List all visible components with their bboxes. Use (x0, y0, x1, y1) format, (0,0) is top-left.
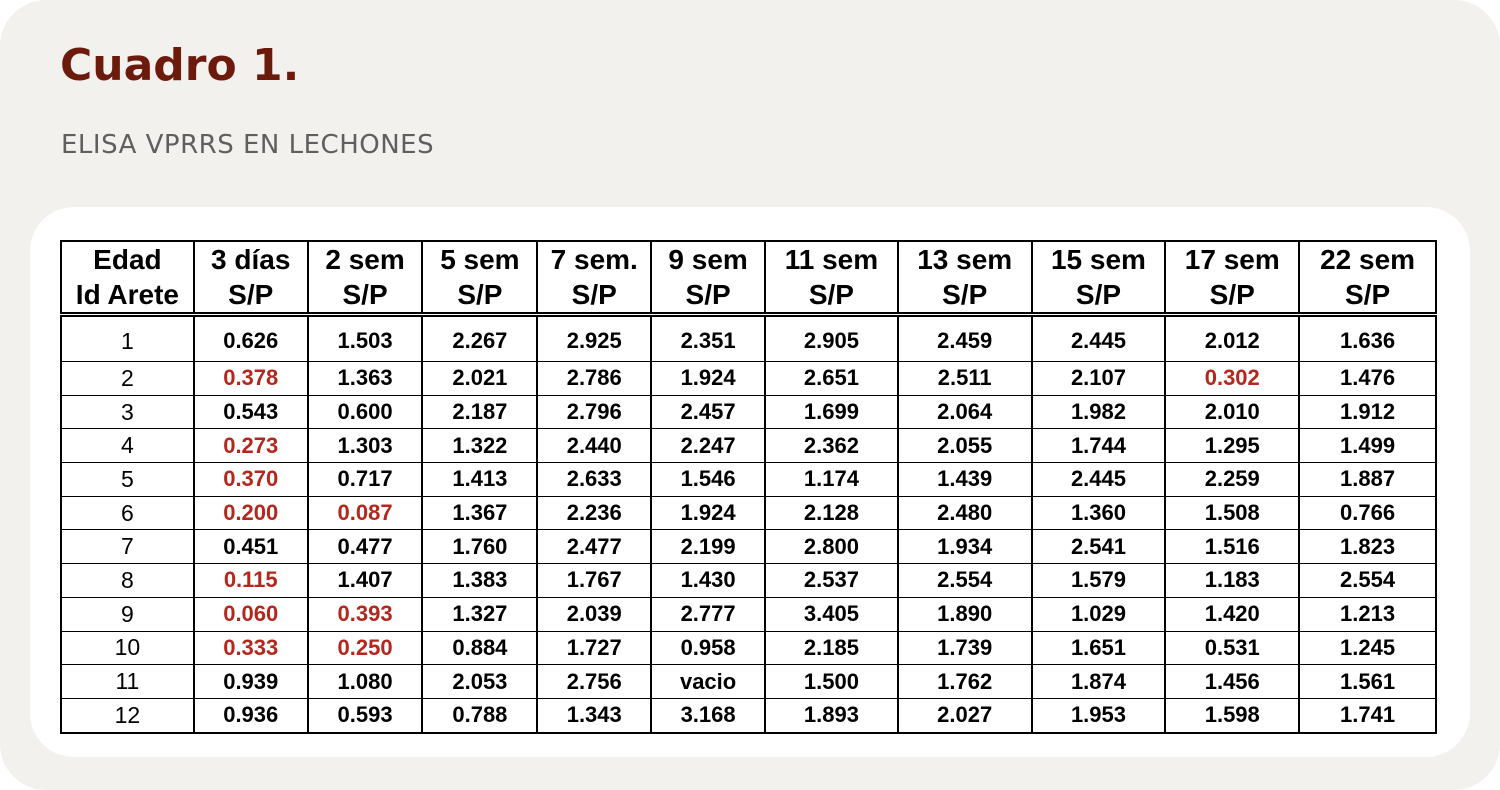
sp-value-cell: 1.546 (651, 463, 765, 497)
sp-value-cell: 3.405 (765, 597, 898, 631)
sp-value-cell: 1.295 (1165, 429, 1299, 463)
sp-value-cell: 2.445 (1032, 463, 1166, 497)
sp-value-cell: 2.440 (537, 429, 651, 463)
sp-value-cell: 1.343 (537, 698, 651, 732)
sp-value-cell: 0.939 (194, 665, 308, 699)
sp-value-cell: 1.953 (1032, 698, 1166, 732)
table-row (61, 665, 1436, 699)
sp-value-cell: 0.378 (194, 362, 308, 396)
sp-value-cell: 1.245 (1299, 631, 1436, 665)
sp-value-cell: 0.717 (308, 463, 423, 497)
sp-value-cell: 2.480 (898, 496, 1032, 530)
header-cell-id-arete: Id Arete (61, 277, 194, 315)
sp-value-cell: 0.788 (422, 698, 537, 732)
sp-value-cell: 2.362 (765, 429, 898, 463)
sp-value-cell: 2.537 (765, 564, 898, 598)
sp-value-cell: 1.322 (422, 429, 537, 463)
row-id-cell: 2 (61, 362, 194, 396)
sp-value-cell: 2.012 (1165, 315, 1299, 362)
table-row (61, 362, 1436, 396)
sp-value-cell: 1.924 (651, 362, 765, 396)
sp-value-cell: 0.333 (194, 631, 308, 665)
row-id-cell: 12 (61, 698, 194, 732)
sp-value-cell: 1.762 (898, 665, 1032, 699)
sp-value-cell: 2.027 (898, 698, 1032, 732)
sp-value-cell: 2.107 (1032, 362, 1166, 396)
row-id-cell: 5 (61, 463, 194, 497)
header-cell-unit: S/P (537, 277, 651, 315)
table-row (61, 315, 1436, 362)
table-row (61, 463, 1436, 497)
sp-value-cell: 0.593 (308, 698, 423, 732)
sp-value-cell: 0.200 (194, 496, 308, 530)
sp-value-cell: 1.029 (1032, 597, 1166, 631)
sp-value-cell: 1.727 (537, 631, 651, 665)
sp-value-cell: 1.823 (1299, 530, 1436, 564)
header-cell-unit: S/P (1165, 277, 1299, 315)
sp-value-cell: 0.087 (308, 496, 423, 530)
sp-value-cell: 0.393 (308, 597, 423, 631)
sp-value-cell: 1.476 (1299, 362, 1436, 396)
header-cell-age: 3 días (194, 241, 308, 277)
sp-value-cell: 2.554 (1299, 564, 1436, 598)
header-cell-edad: Edad (61, 241, 194, 277)
sp-value-cell: 2.925 (537, 315, 651, 362)
sp-value-cell: 1.183 (1165, 564, 1299, 598)
header-cell-unit: S/P (765, 277, 898, 315)
header-cell-age: 9 sem (651, 241, 765, 277)
sp-value-cell: 2.128 (765, 496, 898, 530)
sp-value-cell: 2.777 (651, 597, 765, 631)
sp-value-cell: 1.636 (1299, 315, 1436, 362)
sp-value-cell: 2.786 (537, 362, 651, 396)
sp-value-cell: 0.884 (422, 631, 537, 665)
header-cell-unit: S/P (1032, 277, 1166, 315)
sp-value-cell: 0.115 (194, 564, 308, 598)
sp-value-cell: 1.500 (765, 665, 898, 699)
sp-value-cell: 1.516 (1165, 530, 1299, 564)
row-id-cell: 9 (61, 597, 194, 631)
sp-value-cell: 0.543 (194, 395, 308, 429)
sp-value-cell: 2.351 (651, 315, 765, 362)
header-cell-age: 22 sem (1299, 241, 1436, 277)
sp-value-cell: 2.445 (1032, 315, 1166, 362)
sp-value-cell: 1.760 (422, 530, 537, 564)
sp-value-cell: 1.360 (1032, 496, 1166, 530)
sp-value-cell: 2.796 (537, 395, 651, 429)
sp-value-cell: 1.420 (1165, 597, 1299, 631)
sp-value-cell: 1.503 (308, 315, 423, 362)
sp-value-cell: 2.185 (765, 631, 898, 665)
table-row (61, 530, 1436, 564)
sp-value-cell: 2.039 (537, 597, 651, 631)
sp-value-cell: 2.905 (765, 315, 898, 362)
sp-value-cell: 2.187 (422, 395, 537, 429)
sp-value-cell: 1.741 (1299, 698, 1436, 732)
sp-value-cell: 0.531 (1165, 631, 1299, 665)
sp-value-cell: 1.213 (1299, 597, 1436, 631)
sp-value-cell: 1.924 (651, 496, 765, 530)
sp-value-cell: 0.477 (308, 530, 423, 564)
table-header (61, 241, 1436, 315)
row-id-cell: 10 (61, 631, 194, 665)
sp-value-cell: 0.302 (1165, 362, 1299, 396)
sp-value-cell: 2.554 (898, 564, 1032, 598)
sp-value-cell: 1.982 (1032, 395, 1166, 429)
elisa-table (60, 240, 1437, 734)
header-cell-age: 17 sem (1165, 241, 1299, 277)
sp-value-cell: 2.199 (651, 530, 765, 564)
sp-value-cell: 2.236 (537, 496, 651, 530)
header-cell-age: 15 sem (1032, 241, 1166, 277)
sp-value-cell: 0.273 (194, 429, 308, 463)
sp-value-cell: 2.267 (422, 315, 537, 362)
row-id-cell: 7 (61, 530, 194, 564)
sp-value-cell: vacio (651, 665, 765, 699)
sp-value-cell: 1.912 (1299, 395, 1436, 429)
sp-value-cell: 1.890 (898, 597, 1032, 631)
sp-value-cell: 2.064 (898, 395, 1032, 429)
table-row (61, 597, 1436, 631)
sp-value-cell: 2.651 (765, 362, 898, 396)
sp-value-cell: 2.756 (537, 665, 651, 699)
sp-value-cell: 1.699 (765, 395, 898, 429)
sp-value-cell: 1.744 (1032, 429, 1166, 463)
header-cell-unit: S/P (422, 277, 537, 315)
sp-value-cell: 1.887 (1299, 463, 1436, 497)
sp-value-cell: 2.247 (651, 429, 765, 463)
sp-value-cell: 1.767 (537, 564, 651, 598)
sp-value-cell: 0.936 (194, 698, 308, 732)
sp-value-cell: 1.651 (1032, 631, 1166, 665)
table-body (61, 315, 1436, 733)
sp-value-cell: 2.055 (898, 429, 1032, 463)
header-cell-unit: S/P (308, 277, 423, 315)
table-row (61, 496, 1436, 530)
header-cell-age: 7 sem. (537, 241, 651, 277)
sp-value-cell: 0.600 (308, 395, 423, 429)
sp-value-cell: 2.800 (765, 530, 898, 564)
sp-value-cell: 1.499 (1299, 429, 1436, 463)
sp-value-cell: 1.934 (898, 530, 1032, 564)
sp-value-cell: 1.383 (422, 564, 537, 598)
row-id-cell: 8 (61, 564, 194, 598)
header-cell-unit: S/P (651, 277, 765, 315)
sp-value-cell: 2.633 (537, 463, 651, 497)
sp-value-cell: 1.303 (308, 429, 423, 463)
sp-value-cell: 2.511 (898, 362, 1032, 396)
figure-subtitle: ELISA VPRRS EN LECHONES (61, 130, 435, 160)
sp-value-cell: 1.561 (1299, 665, 1436, 699)
table-panel (30, 207, 1470, 757)
header-cell-age: 2 sem (308, 241, 423, 277)
table-row (61, 698, 1436, 732)
header-cell-age: 5 sem (422, 241, 537, 277)
sp-value-cell: 0.451 (194, 530, 308, 564)
sp-value-cell: 1.174 (765, 463, 898, 497)
sp-value-cell: 2.477 (537, 530, 651, 564)
header-cell-age: 13 sem (898, 241, 1032, 277)
row-id-cell: 6 (61, 496, 194, 530)
table-row (61, 631, 1436, 665)
sp-value-cell: 2.021 (422, 362, 537, 396)
sp-value-cell: 1.508 (1165, 496, 1299, 530)
sp-value-cell: 2.259 (1165, 463, 1299, 497)
sp-value-cell: 0.958 (651, 631, 765, 665)
table-row (61, 395, 1436, 429)
sp-value-cell: 1.598 (1165, 698, 1299, 732)
header-cell-age: 11 sem (765, 241, 898, 277)
sp-value-cell: 0.626 (194, 315, 308, 362)
header-cell-unit: S/P (898, 277, 1032, 315)
sp-value-cell: 2.053 (422, 665, 537, 699)
sp-value-cell: 1.413 (422, 463, 537, 497)
row-id-cell: 1 (61, 315, 194, 362)
sp-value-cell: 1.407 (308, 564, 423, 598)
sp-value-cell: 2.459 (898, 315, 1032, 362)
sp-value-cell: 1.874 (1032, 665, 1166, 699)
header-row-unit (61, 277, 1436, 315)
figure-title: Cuadro 1. (60, 40, 300, 91)
sp-value-cell: 1.327 (422, 597, 537, 631)
sp-value-cell: 0.060 (194, 597, 308, 631)
sp-value-cell: 3.168 (651, 698, 765, 732)
row-id-cell: 4 (61, 429, 194, 463)
sp-value-cell: 0.250 (308, 631, 423, 665)
sp-value-cell: 1.363 (308, 362, 423, 396)
sp-value-cell: 1.080 (308, 665, 423, 699)
row-id-cell: 11 (61, 665, 194, 699)
header-cell-unit: S/P (1299, 277, 1436, 315)
sp-value-cell: 2.457 (651, 395, 765, 429)
sp-value-cell: 1.439 (898, 463, 1032, 497)
header-row-age (61, 241, 1436, 277)
sp-value-cell: 1.430 (651, 564, 765, 598)
row-id-cell: 3 (61, 395, 194, 429)
sp-value-cell: 1.367 (422, 496, 537, 530)
sp-value-cell: 2.010 (1165, 395, 1299, 429)
table-row (61, 429, 1436, 463)
sp-value-cell: 1.579 (1032, 564, 1166, 598)
sp-value-cell: 1.456 (1165, 665, 1299, 699)
header-cell-unit: S/P (194, 277, 308, 315)
sp-value-cell: 2.541 (1032, 530, 1166, 564)
sp-value-cell: 1.739 (898, 631, 1032, 665)
sp-value-cell: 0.370 (194, 463, 308, 497)
sp-value-cell: 1.893 (765, 698, 898, 732)
sp-value-cell: 0.766 (1299, 496, 1436, 530)
table-row (61, 564, 1436, 598)
